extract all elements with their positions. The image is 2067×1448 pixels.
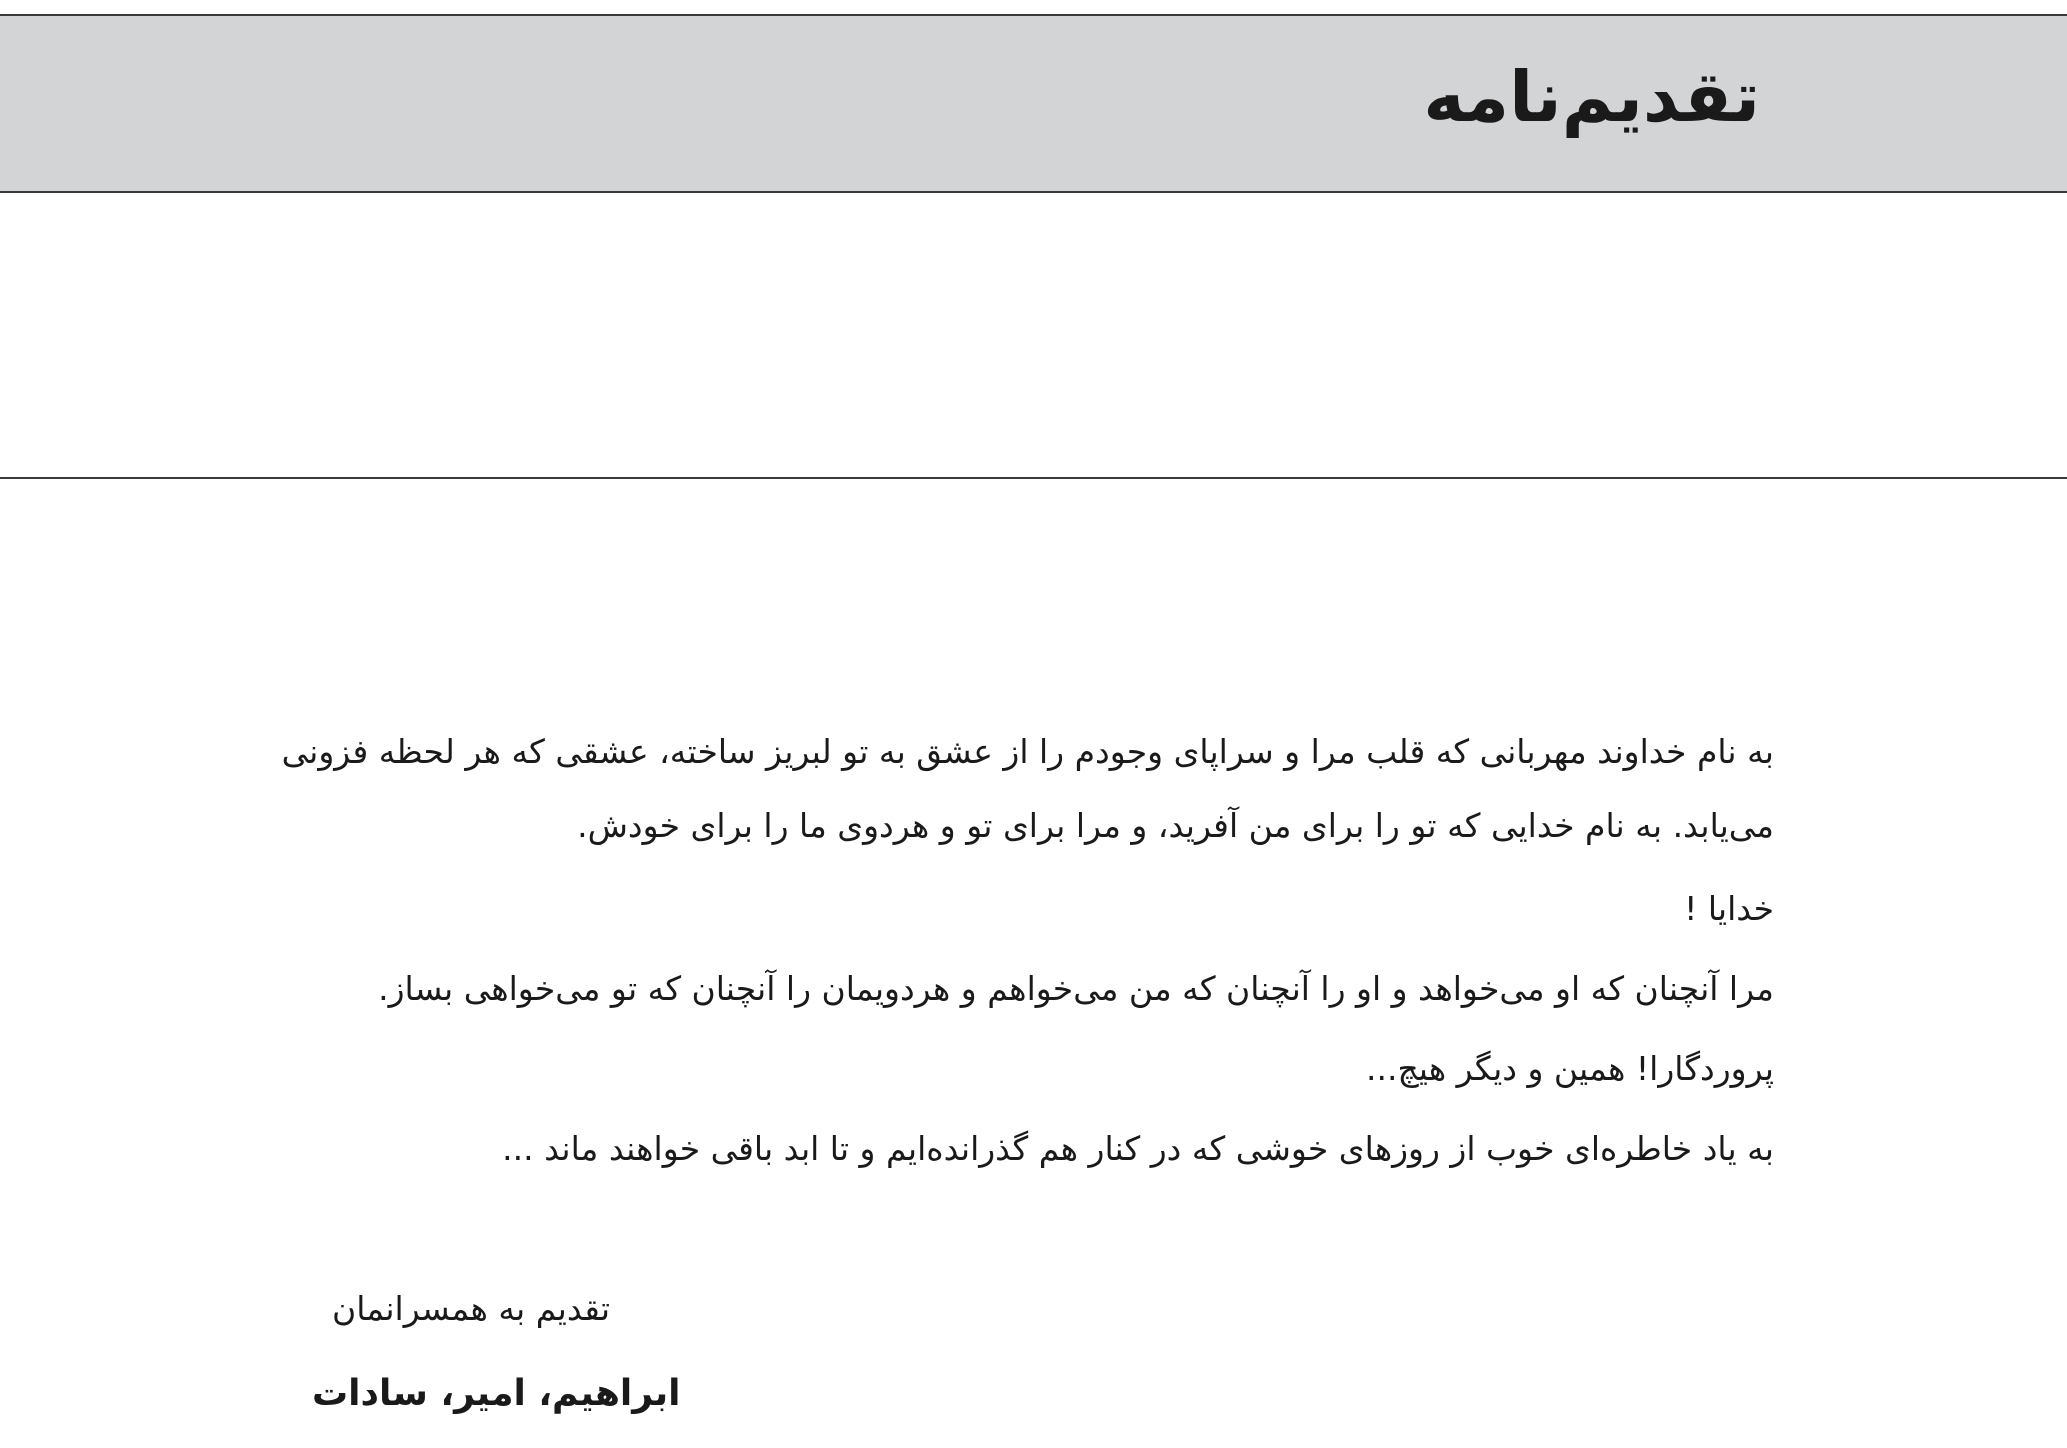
dedication-names: ابراهیم، امیر، سادات <box>312 1373 681 1414</box>
opening-paragraph <box>264 715 1774 863</box>
section-divider <box>0 477 2067 479</box>
invocation-line: خدایا ! <box>1684 889 1774 928</box>
opening-paragraph-line-2: می‌یابد. به نام خدایی که تو را برای من آفرید، و مرا برای تو و هردوی ما را برای خودش. <box>577 806 1774 845</box>
opening-paragraph-line-1: به نام خداوند مهربانی که قلب مرا و سراپای وجودم را از عشق به تو لبریز ساخته، عشقی که هر لحظه فزونی <box>281 732 1774 771</box>
page-title: تقدیم‌نامه <box>1423 56 1760 138</box>
prayer-line: مرا آنچنان که او می‌خواهد و او را آنچنان که من می‌خواهم و هردویمان را آنچنان که تو می‌خواهی بساز. <box>378 969 1774 1008</box>
dedication-label: تقدیم به همسرانمان <box>332 1289 611 1328</box>
memory-line: به یاد خاطره‌ای خوب از روزهای خوشی که در کنار هم گذرانده‌ایم و تا ابد باقی خواهند ماند ... <box>502 1129 1774 1168</box>
lord-line: پروردگارا! همین و دیگر هیچ... <box>1366 1049 1774 1088</box>
